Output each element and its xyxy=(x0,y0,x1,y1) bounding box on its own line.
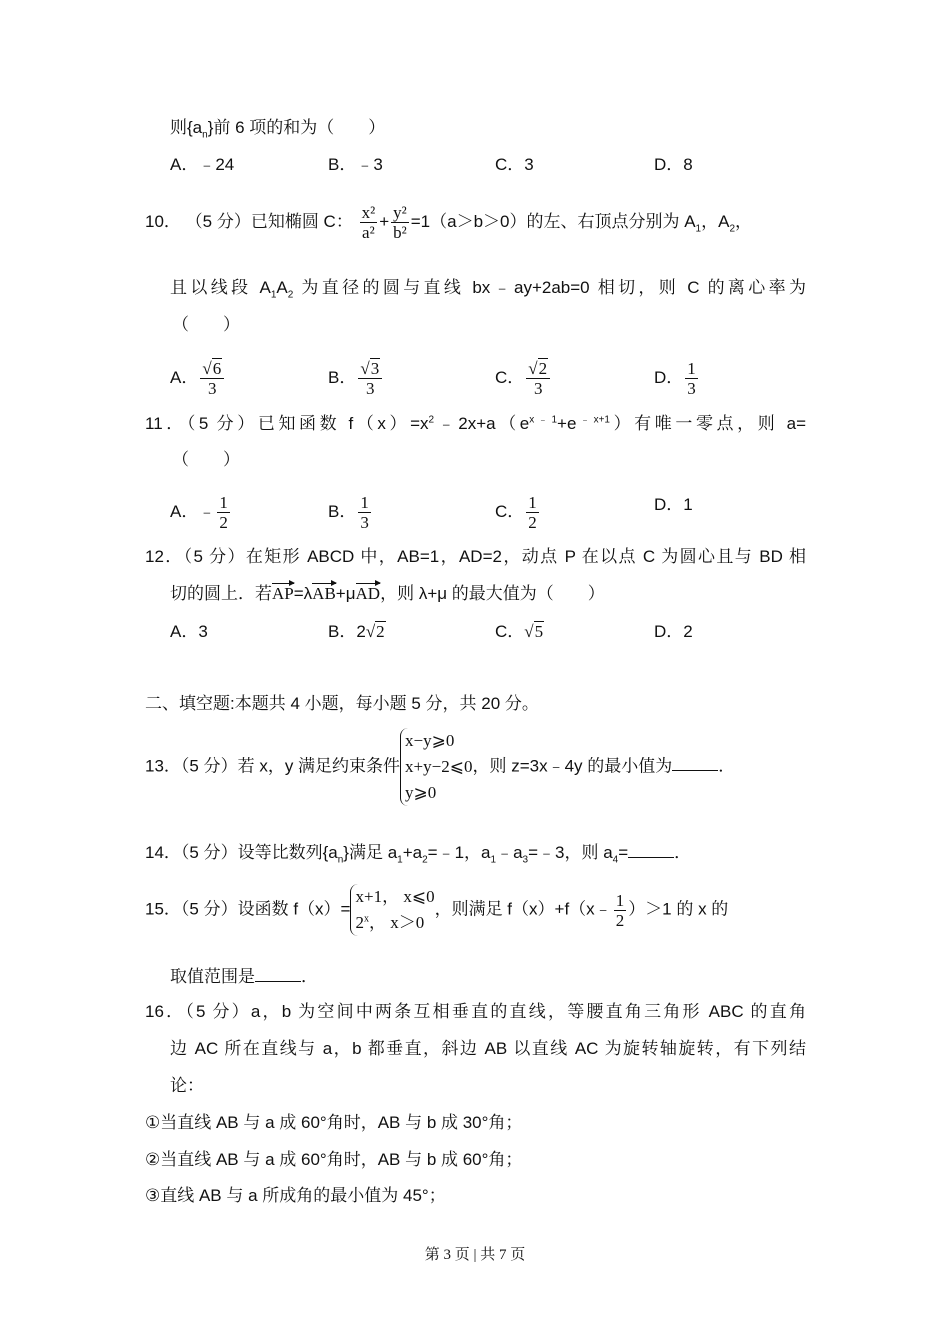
fraction xyxy=(358,493,371,532)
numerator: 1 xyxy=(615,890,625,910)
fraction xyxy=(526,493,539,532)
q13-text: ，则 z=3x﹣4y 的最小值为 xyxy=(472,756,673,776)
numerator: x² xyxy=(361,203,376,222)
fraction xyxy=(200,359,224,398)
numerator xyxy=(526,359,550,379)
sup: x xyxy=(363,913,369,925)
q9-stem xyxy=(170,116,385,140)
denominator: 3 xyxy=(208,379,217,398)
sub: 2 xyxy=(729,223,736,235)
q13-text: （5 分）若 x，y 满足约束条件 xyxy=(180,756,401,776)
q10-option-c xyxy=(495,359,552,398)
answer-blank[interactable] xyxy=(628,841,674,858)
q15-text: ． xyxy=(301,967,318,986)
option-label: D． xyxy=(654,495,684,514)
section-heading: 二、填空题:本题共 4 小题，每小题 5 分，共 20 分。 xyxy=(145,694,539,713)
q11-text: （5 分）已知函数 f（x）=x xyxy=(186,414,429,433)
q10-text: A xyxy=(276,278,288,297)
denominator: a² xyxy=(362,223,375,242)
question-number: 15． xyxy=(145,899,181,919)
q13-stem xyxy=(145,728,735,806)
sub: 3 xyxy=(522,854,529,866)
q16-text: （5 分）a，b 为空间中两条互相垂直的直线，等腰直角三角形 ABC 的直角 xyxy=(185,1002,806,1021)
option-label: A． xyxy=(170,367,199,387)
q10-text: 为直径的圆与直线 bx﹣ay+2ab=0 相切，则 C 的离心率为 xyxy=(293,278,807,297)
question-number: 11． xyxy=(145,414,187,433)
q9-option-b: B．﹣3 xyxy=(328,155,383,174)
q12-line2 xyxy=(170,582,605,606)
fraction xyxy=(526,359,550,398)
numerator: 1 xyxy=(360,493,369,512)
constraint-system xyxy=(400,728,472,806)
sup: ﹣x+1 xyxy=(576,414,610,426)
q11-text: ﹣2x+a（e xyxy=(434,414,530,433)
q14-text: =﹣1，a xyxy=(427,843,491,862)
option-value: 2 xyxy=(683,622,693,641)
q16-statement-3: ③直线 AB 与 a 所成角的最小值为 45°； xyxy=(145,1186,446,1205)
denominator: 3 xyxy=(687,379,696,398)
question-number: 10． xyxy=(145,211,181,231)
q10-option-d xyxy=(654,359,700,398)
q10-answer-paren: （ ） xyxy=(172,315,240,334)
question-number: 14． xyxy=(145,843,181,862)
case: x+1， x⩽0 xyxy=(355,887,435,906)
piecewise-function xyxy=(350,884,434,936)
fraction xyxy=(391,203,409,242)
q10-option-a xyxy=(170,359,226,398)
q12-option-b xyxy=(328,620,386,644)
page-footer: 第 3 页 | 共 7 页 xyxy=(424,1247,526,1263)
sub: 2 xyxy=(287,289,294,301)
q11-option-b xyxy=(328,493,373,532)
denominator: b² xyxy=(393,223,407,242)
question-number: 13． xyxy=(145,756,181,776)
vector-ap: AP xyxy=(272,582,294,606)
denominator: 2 xyxy=(615,910,625,930)
sub: 4 xyxy=(612,854,619,866)
condition: ， x＞0 xyxy=(368,913,425,932)
option-label: C． xyxy=(495,367,525,387)
q10-text: ，A xyxy=(701,211,730,231)
q11-option-d xyxy=(654,493,693,517)
fraction xyxy=(358,359,382,398)
q11-text: ）有唯一零点，则 a= xyxy=(610,414,807,433)
q12-option-c xyxy=(495,620,544,644)
q13-text: ． xyxy=(718,756,736,776)
q16-stem xyxy=(145,1000,806,1024)
radicand: 6 xyxy=(212,359,222,378)
denominator: 3 xyxy=(366,379,375,398)
q10-option-b xyxy=(328,359,384,398)
radicand: 2 xyxy=(538,359,548,378)
q12-text: =λ xyxy=(293,584,313,603)
denominator: 3 xyxy=(360,513,369,532)
fraction xyxy=(360,203,378,242)
q15-text: 取值范围是 xyxy=(170,967,255,986)
sup: x﹣1 xyxy=(529,414,558,426)
q10-text: 且以线段 A xyxy=(170,278,271,297)
constraint: y⩾0 xyxy=(405,783,437,802)
q11-option-a xyxy=(170,493,232,532)
sqrt: √5 xyxy=(524,622,544,641)
q15-line2 xyxy=(170,965,318,989)
q10-stem xyxy=(145,203,752,242)
q9-text: }前 6 项的和为（ ） xyxy=(207,118,386,137)
q12-option-a xyxy=(170,620,208,644)
q16-line2: 边 AC 所在直线与 a，b 都垂直，斜边 AB 以直线 AC 为旋转轴旋转，有下列结 xyxy=(170,1039,806,1058)
option-value: 3 xyxy=(198,622,208,641)
option-label: B． xyxy=(328,501,357,521)
q14-stem xyxy=(145,841,691,865)
answer-blank[interactable] xyxy=(672,754,718,771)
q12-option-d xyxy=(654,620,693,644)
radicand: 2 xyxy=(376,622,385,641)
constraint: x−y⩾0 xyxy=(405,731,455,750)
option-label: A． xyxy=(170,501,199,521)
option-value: 1 xyxy=(683,495,693,514)
constraint: x+y−2⩽0 xyxy=(405,757,473,776)
sqrt: √2 xyxy=(528,359,548,378)
answer-blank[interactable] xyxy=(255,965,301,982)
numerator xyxy=(200,359,224,379)
radicand: 5 xyxy=(534,622,544,641)
q15-text: ）＞1 的 x 的 xyxy=(628,899,729,919)
q12-stem xyxy=(145,545,806,569)
vector-ab: AB xyxy=(312,582,336,606)
q15-text: ，则满足 f（x）+f（x﹣ xyxy=(434,899,612,919)
option-label: D． xyxy=(654,622,684,641)
denominator: 3 xyxy=(533,379,543,398)
q12-text: +μ xyxy=(335,584,356,603)
numerator: 1 xyxy=(219,493,228,512)
q14-text: （5 分）设等比数列{a xyxy=(180,843,338,862)
q16-statement-1: ①当直线 AB 与 a 成 60°角时，AB 与 b 成 30°角； xyxy=(145,1113,523,1132)
q12-text: 切的圆上．若 xyxy=(170,584,272,603)
sup: 2 xyxy=(428,414,435,426)
sub: 2 xyxy=(422,854,428,866)
sub: n xyxy=(337,854,344,866)
q14-text: ． xyxy=(674,843,692,862)
fraction xyxy=(614,891,627,930)
q9-option-a: A．﹣24 xyxy=(170,155,235,174)
q9-text: 则{a xyxy=(170,118,203,137)
denominator: 2 xyxy=(219,513,228,532)
q10-text: ， xyxy=(735,211,753,231)
numerator: y² xyxy=(393,203,407,222)
q16-statement-2: ②当直线 AB 与 a 成 60°角时，AB 与 b 成 60°角； xyxy=(145,1150,523,1169)
q14-text: = xyxy=(618,843,629,862)
sqrt: √2 xyxy=(365,622,385,641)
q9-option-c: C．3 xyxy=(495,155,534,174)
q12-text: （5 分）在矩形 ABCD 中，AB=1，AD=2，动点 P 在以点 C 为圆心且与 BD 相 xyxy=(183,547,806,566)
sub: 1 xyxy=(695,223,702,235)
case xyxy=(355,910,434,936)
q16-line3: 论： xyxy=(170,1076,204,1095)
q11-stem xyxy=(145,412,806,436)
q14-text: ﹣a xyxy=(496,843,523,862)
vector-ad: AD xyxy=(356,582,381,606)
option-label: C． xyxy=(495,501,525,521)
option-label: D． xyxy=(654,367,684,387)
question-number: 12． xyxy=(145,547,184,566)
numerator: 1 xyxy=(687,359,696,378)
q14-text: =﹣3，则 a xyxy=(528,843,613,862)
minus-sign: ﹣ xyxy=(198,501,216,521)
plus: + xyxy=(379,211,390,231)
fraction xyxy=(685,359,698,398)
sub: 1 xyxy=(397,854,403,866)
q10-text: （5 分）已知椭圆 C： xyxy=(185,211,353,231)
q11-text: +e xyxy=(557,414,577,433)
sqrt: √3 xyxy=(360,359,380,378)
q10-text: =1（a＞b＞0）的左、右顶点分别为 A xyxy=(410,211,696,231)
sub: 1 xyxy=(490,854,497,866)
q9-option-d: D．8 xyxy=(654,155,693,174)
option-label: B． xyxy=(328,622,357,641)
sub: 1 xyxy=(270,289,277,301)
radicand: 3 xyxy=(370,359,380,378)
q15-stem xyxy=(145,884,728,936)
q14-text: +a xyxy=(402,843,423,862)
coefficient: 2 xyxy=(356,622,366,641)
option-label: C． xyxy=(495,622,525,641)
q9-sub: n xyxy=(202,129,208,141)
numerator xyxy=(358,359,382,379)
option-label: A． xyxy=(170,622,199,641)
q14-text: }满足 a xyxy=(343,843,398,862)
q10-line2 xyxy=(170,276,806,300)
q12-text: ，则 λ+μ 的最大值为（ ） xyxy=(380,584,605,603)
q11-answer-paren: （ ） xyxy=(172,450,240,469)
numerator: 1 xyxy=(528,493,537,512)
question-number: 16． xyxy=(145,1002,186,1021)
base: 2 xyxy=(355,913,364,932)
sqrt: √6 xyxy=(202,359,222,378)
fraction xyxy=(217,493,230,532)
denominator: 2 xyxy=(528,513,537,532)
q11-option-c xyxy=(495,493,541,532)
q15-text: （5 分）设函数 f（x）= xyxy=(180,899,351,919)
option-label: B． xyxy=(328,367,357,387)
